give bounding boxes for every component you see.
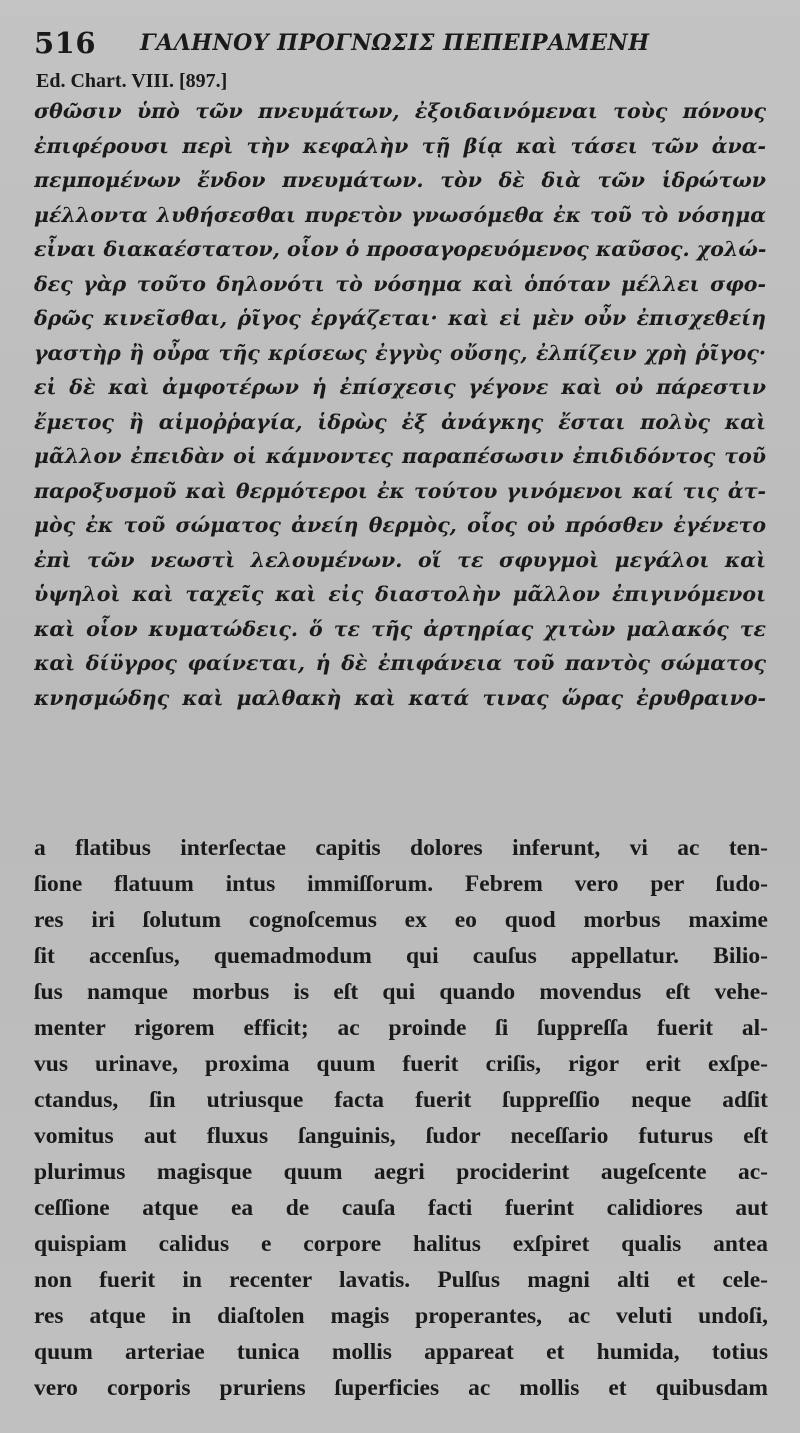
latin-line: vero corporis pruriens ſuperficies ac mollis et quibusdam [34, 1375, 768, 1401]
greek-line: ἐπιφέρουσι περὶ τὴν κεφαλὴν τῇ βίᾳ καὶ τάσει τῶν ἀνα- [34, 133, 766, 158]
latin-line: menter rigorem efficit; ac proinde ſi ſuppreſſa fuerit al- [34, 1015, 768, 1041]
greek-line: καὶ δίϋγρος φαίνεται, ἡ δὲ ἐπιφάνεια τοῦ παντὸς σώματος [34, 651, 766, 675]
greek-line: δες γὰρ τοῦτο δηλονότι τὸ νόσημα καὶ ὁπόταν μέλλει σφο- [34, 271, 766, 296]
latin-line: ceſſione atque ea de cauſa facti fuerint calidiores aut [34, 1195, 768, 1221]
greek-line: μὸς ἐκ τοῦ σώματος ἀνείη θερμὸς, οἷος οὐ πρόσθεν ἐγένετο [34, 513, 766, 537]
latin-line: quum arteriae tunica mollis appareat et humida, totius [34, 1339, 768, 1365]
greek-line: ὑψηλοὶ καὶ ταχεῖς καὶ εἰς διαστολὴν μᾶλλον ἐπιγινόμενοι [34, 582, 766, 606]
latin-line: ſit accenſus, quemadmodum qui cauſus appellatur. Bilio- [34, 943, 768, 969]
greek-line: καὶ οἷον κυματώδεις. ὅ τε τῆς ἀρτηρίας χιτὼν μαλακός τε [34, 616, 766, 641]
greek-line: εἰ δὲ καὶ ἀμφοτέρων ἡ ἐπίσχεσις γέγονε καὶ οὐ πάρεστιν [34, 375, 766, 399]
greek-line: πεμπομένων ἔνδον πνευμάτων. τὸν δὲ διὰ τῶν ἱδρώτων [34, 168, 766, 192]
greek-line: παροξυσμοῦ καὶ θερμότεροι ἐκ τούτου γινόμενοι καί τις ἀτ- [34, 478, 766, 503]
edition-reference: Ed. Chart. VIII. [897.] [36, 70, 228, 92]
latin-text-block [34, 830, 768, 1406]
latin-line: non fuerit in recenter lavatis. Pulſus magni alti et cele- [34, 1267, 768, 1293]
latin-line: quispiam calidus e corpore halitus exſpiret qualis antea [34, 1231, 768, 1257]
greek-line: μέλλοντα λυθήσεσθαι πυρετὸν γνωσόμεθα ἐκ τοῦ τὸ νόσημα [34, 202, 766, 227]
greek-line: σθῶσιν ὑπὸ τῶν πνευμάτων, ἐξοιδαινόμεναι τοὺς πόνους [34, 99, 766, 123]
latin-line: plurimus magisque quum aegri prociderint augeſcente ac- [34, 1159, 768, 1185]
greek-text-block [34, 94, 766, 715]
greek-line: δρῶς κινεῖσθαι, ῥῖγος ἐργάζεται· καὶ εἰ μὲν οὖν ἐπισχεθείη [34, 306, 766, 330]
latin-line: ſione flatuum intus immiſſorum. Febrem vero per ſudo- [34, 871, 768, 897]
page-number: 516 [34, 26, 97, 60]
greek-line: εἶναι διακαέστατον, οἷον ὁ προσαγορευόμενος καῦσος. χολώ- [34, 237, 766, 261]
latin-line: a flatibus interſectae capitis dolores inferunt, vi ac ten- [34, 835, 768, 861]
greek-line: μᾶλλον ἐπειδὰν οἱ κάμνοντες παραπέσωσιν ἐπιδιδόντος τοῦ [34, 444, 766, 468]
greek-line: ἐπὶ τῶν νεωστὶ λελουμένων. οἵ τε σφυγμοὶ μεγάλοι καὶ [34, 547, 766, 572]
latin-line: res iri ſolutum cognoſcemus ex eo quod morbus maxime [34, 907, 768, 933]
latin-line: vomitus aut fluxus ſanguinis, ſudor neceſſario futurus eſt [34, 1123, 768, 1149]
latin-line: vus urinave, proxima quum fuerit criſis, rigor erit exſpe- [34, 1051, 768, 1077]
greek-line: ἔμετος ἢ αἱμοῤῥαγία, ἱδρὼς ἐξ ἀνάγκης ἔσται πολὺς καὶ [34, 409, 766, 434]
latin-line: ſus namque morbus is eſt qui quando movendus eſt vehe- [34, 979, 768, 1005]
latin-line: ctandus, ſin utriusque facta fuerit ſuppreſſio neque adſit [34, 1087, 768, 1113]
latin-line: res atque in diaſtolen magis properantes, ac veluti undoſi, [34, 1303, 768, 1329]
greek-line: γαστὴρ ἢ οὖρα τῆς κρίσεως ἐγγὺς οὔσης, ἐλπίζειν χρὴ ῥῖγος· [34, 340, 766, 365]
greek-line: κνησμώδης καὶ μαλθακὴ καὶ κατά τινας ὥρας ἐρυθραινο- [34, 685, 766, 710]
page-header [34, 26, 766, 66]
running-title: ΓΑΛΗΝΟΥ ΠΡΟΓΝΩΣΙΣ ΠΕΠΕΙΡΑΜΕΝΗ [140, 30, 650, 56]
